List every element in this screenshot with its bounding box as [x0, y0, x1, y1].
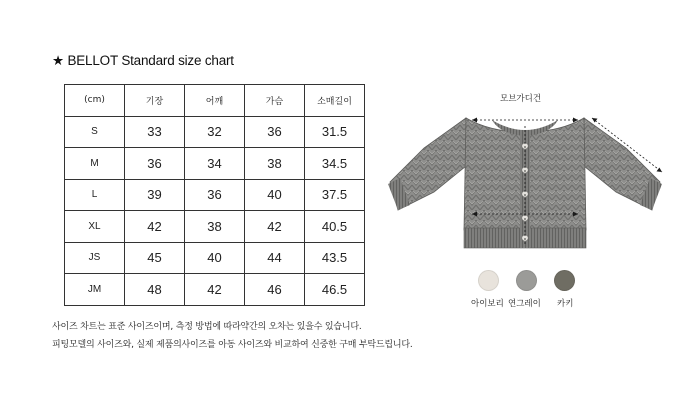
table-cell: 42 — [125, 211, 185, 243]
table-cell: 46.5 — [305, 274, 365, 306]
table-cell: 36 — [125, 148, 185, 180]
color-swatch-light-gray — [516, 270, 537, 291]
table-cell: 43.5 — [305, 242, 365, 274]
table-cell: 40 — [185, 242, 245, 274]
page-title: ★ BELLOT Standard size chart — [52, 53, 234, 68]
size-notes — [52, 318, 413, 354]
cardigan-image — [380, 110, 670, 260]
table-cell: 42 — [185, 274, 245, 306]
column-header: 기장 — [125, 85, 185, 117]
table-cell: 48 — [125, 274, 185, 306]
table-cell: 37.5 — [305, 179, 365, 211]
color-label: 연그레이 — [508, 299, 541, 309]
size-label: M — [65, 148, 125, 180]
table-cell: 31.5 — [305, 116, 365, 148]
table-cell: 40.5 — [305, 211, 365, 243]
table-header-row — [65, 85, 365, 117]
column-header: (cm) — [65, 85, 125, 117]
table-cell: 45 — [125, 242, 185, 274]
product-name: 모브가디건 — [500, 94, 542, 104]
table-row — [65, 242, 365, 274]
table-cell: 38 — [245, 148, 305, 180]
color-label: 카키 — [557, 299, 574, 309]
table-row — [65, 179, 365, 211]
column-header: 어깨 — [185, 85, 245, 117]
size-label: JS — [65, 242, 125, 274]
size-label: JM — [65, 274, 125, 306]
table-cell: 46 — [245, 274, 305, 306]
table-cell: 32 — [185, 116, 245, 148]
size-label: S — [65, 116, 125, 148]
column-header: 소매길이 — [305, 85, 365, 117]
table-cell: 40 — [245, 179, 305, 211]
table-row — [65, 211, 365, 243]
table-cell: 36 — [185, 179, 245, 211]
table-cell: 44 — [245, 242, 305, 274]
note-line: 사이즈 차트는 표준 사이즈이며, 측정 방법에 따라약간의 오차는 있을수 있습니다. — [52, 322, 362, 332]
size-label: L — [65, 179, 125, 211]
size-chart-table — [64, 84, 365, 306]
table-row — [65, 274, 365, 306]
color-label: 아이보리 — [471, 299, 504, 309]
color-swatch-khaki — [554, 270, 575, 291]
table-row — [65, 148, 365, 180]
table-cell: 39 — [125, 179, 185, 211]
column-header: 가슴 — [245, 85, 305, 117]
table-cell: 36 — [245, 116, 305, 148]
table-cell: 34.5 — [305, 148, 365, 180]
table-cell: 34 — [185, 148, 245, 180]
table-cell: 42 — [245, 211, 305, 243]
table-cell: 33 — [125, 116, 185, 148]
color-swatch-ivory — [478, 270, 499, 291]
note-line: 피팅모델의 사이즈와, 실제 제품의사이즈를 아동 사이즈와 비교하여 신중한 구매 부탁드립니다. — [52, 340, 413, 350]
size-label: XL — [65, 211, 125, 243]
table-row — [65, 116, 365, 148]
table-cell: 38 — [185, 211, 245, 243]
